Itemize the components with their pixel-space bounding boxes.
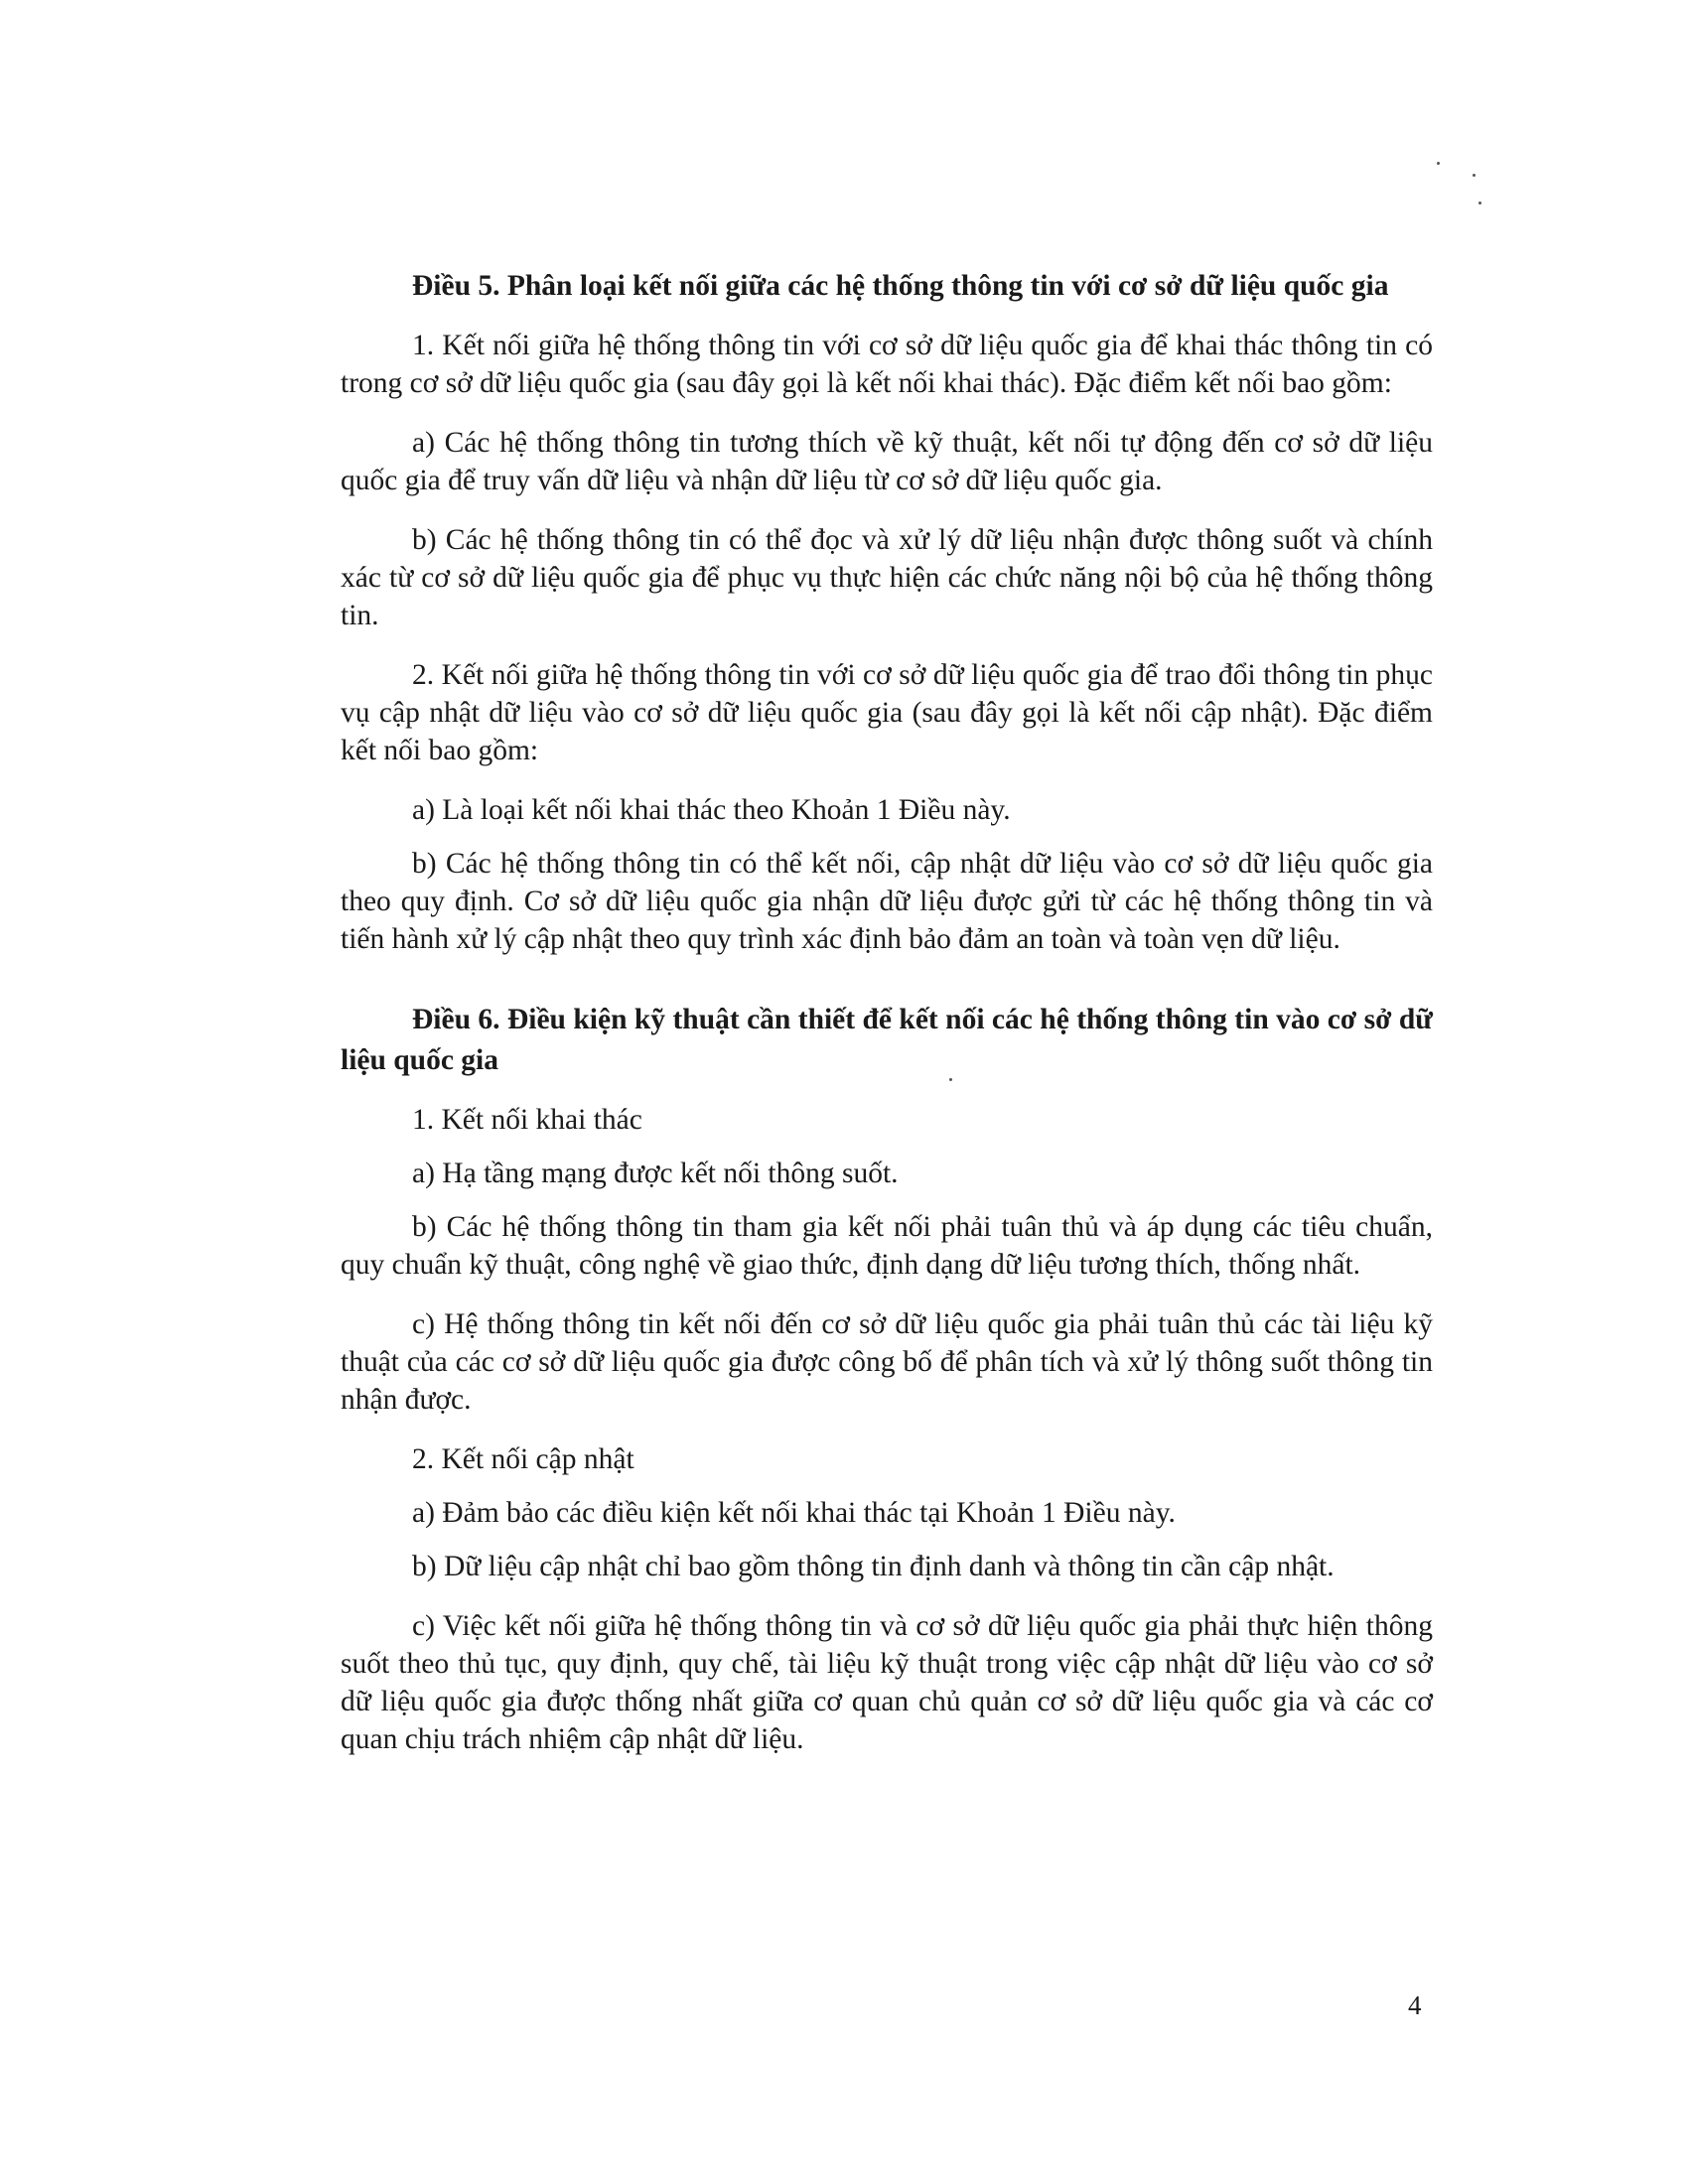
- article-5-paragraph: b) Các hệ thống thông tin có thể kết nối, cập nhật dữ liệu vào cơ sở dữ liệu quốc gia theo quy định. Cơ sở dữ liệu quốc gia nhận dữ liệu được gửi từ các hệ thống thông tin và tiến hành xử lý cập nhật theo quy trình xác định bảo đảm an toàn và toàn vẹn dữ liệu.: [341, 848, 1433, 955]
- article-6-paragraph: b) Các hệ thống thông tin tham gia kết nối phải tuân thủ và áp dụng các tiêu chuẩn, quy chuẩn kỹ thuật, công nghệ về giao thức, định dạng dữ liệu tương thích, thống nhất.: [341, 1211, 1433, 1281]
- article-6-paragraph: b) Dữ liệu cập nhật chỉ bao gồm thông tin định danh và thông tin cần cập nhật.: [412, 1551, 1335, 1582]
- article-6-paragraph: a) Hạ tầng mạng được kết nối thông suốt.: [412, 1158, 899, 1189]
- page-number: 4: [1408, 1990, 1422, 2020]
- article-6-paragraph: c) Hệ thống thông tin kết nối đến cơ sở dữ liệu quốc gia phải tuân thủ các tài liệu kỹ thuật của các cơ sở dữ liệu quốc gia được công bố để phân tích và xử lý thông suốt thông tin nhận được.: [341, 1308, 1433, 1416]
- article-6-paragraph: 1. Kết nối khai thác: [412, 1104, 642, 1136]
- article-6-heading: Điều 6. Điều kiện kỹ thuật cần thiết để kết nối các hệ thống thông tin vào cơ sở dữ liệu quốc gia: [341, 1004, 1433, 1076]
- article-6-paragraph: c) Việc kết nối giữa hệ thống thông tin và cơ sở dữ liệu quốc gia phải thực hiện thông suốt theo thủ tục, quy định, quy chế, tài liệu kỹ thuật trong việc cập nhật dữ liệu vào cơ sở dữ liệu quốc gia được thống nhất giữa cơ quan chủ quản cơ sở dữ liệu quốc gia và các cơ quan chịu trách nhiệm cập nhật dữ liệu.: [341, 1610, 1433, 1755]
- article-6-paragraph: 2. Kết nối cập nhật: [412, 1443, 634, 1475]
- document-page: [341, 266, 1433, 1780]
- article-5-paragraph: 2. Kết nối giữa hệ thống thông tin với cơ sở dữ liệu quốc gia để trao đổi thông tin phục vụ cập nhật dữ liệu vào cơ sở dữ liệu quốc gia (sau đây gọi là kết nối cập nhật). Đặc điểm kết nối bao gồm:: [341, 659, 1433, 766]
- article-6-paragraph: a) Đảm bảo các điều kiện kết nối khai thác tại Khoản 1 Điều này.: [412, 1497, 1176, 1529]
- article-5-paragraph: a) Các hệ thống thông tin tương thích về kỹ thuật, kết nối tự động đến cơ sở dữ liệu quốc gia để truy vấn dữ liệu và nhận dữ liệu từ cơ sở dữ liệu quốc gia.: [341, 427, 1433, 496]
- scan-speck: [1478, 202, 1481, 205]
- scan-speck: [1473, 174, 1476, 177]
- article-5-paragraph: b) Các hệ thống thông tin có thể đọc và xử lý dữ liệu nhận được thông suốt và chính xác từ cơ sở dữ liệu quốc gia để phục vụ thực hiện các chức năng nội bộ của hệ thống thông tin.: [341, 524, 1433, 631]
- scan-speck: [1437, 162, 1440, 165]
- article-5-paragraph: 1. Kết nối giữa hệ thống thông tin với cơ sở dữ liệu quốc gia để khai thác thông tin có trong cơ sở dữ liệu quốc gia (sau đây gọi là kết nối khai thác). Đặc điểm kết nối bao gồm:: [341, 330, 1433, 399]
- article-5-paragraph: a) Là loại kết nối khai thác theo Khoản 1 Điều này.: [412, 794, 1011, 826]
- article-5-heading: Điều 5. Phân loại kết nối giữa các hệ thống thông tin với cơ sở dữ liệu quốc gia: [412, 270, 1389, 302]
